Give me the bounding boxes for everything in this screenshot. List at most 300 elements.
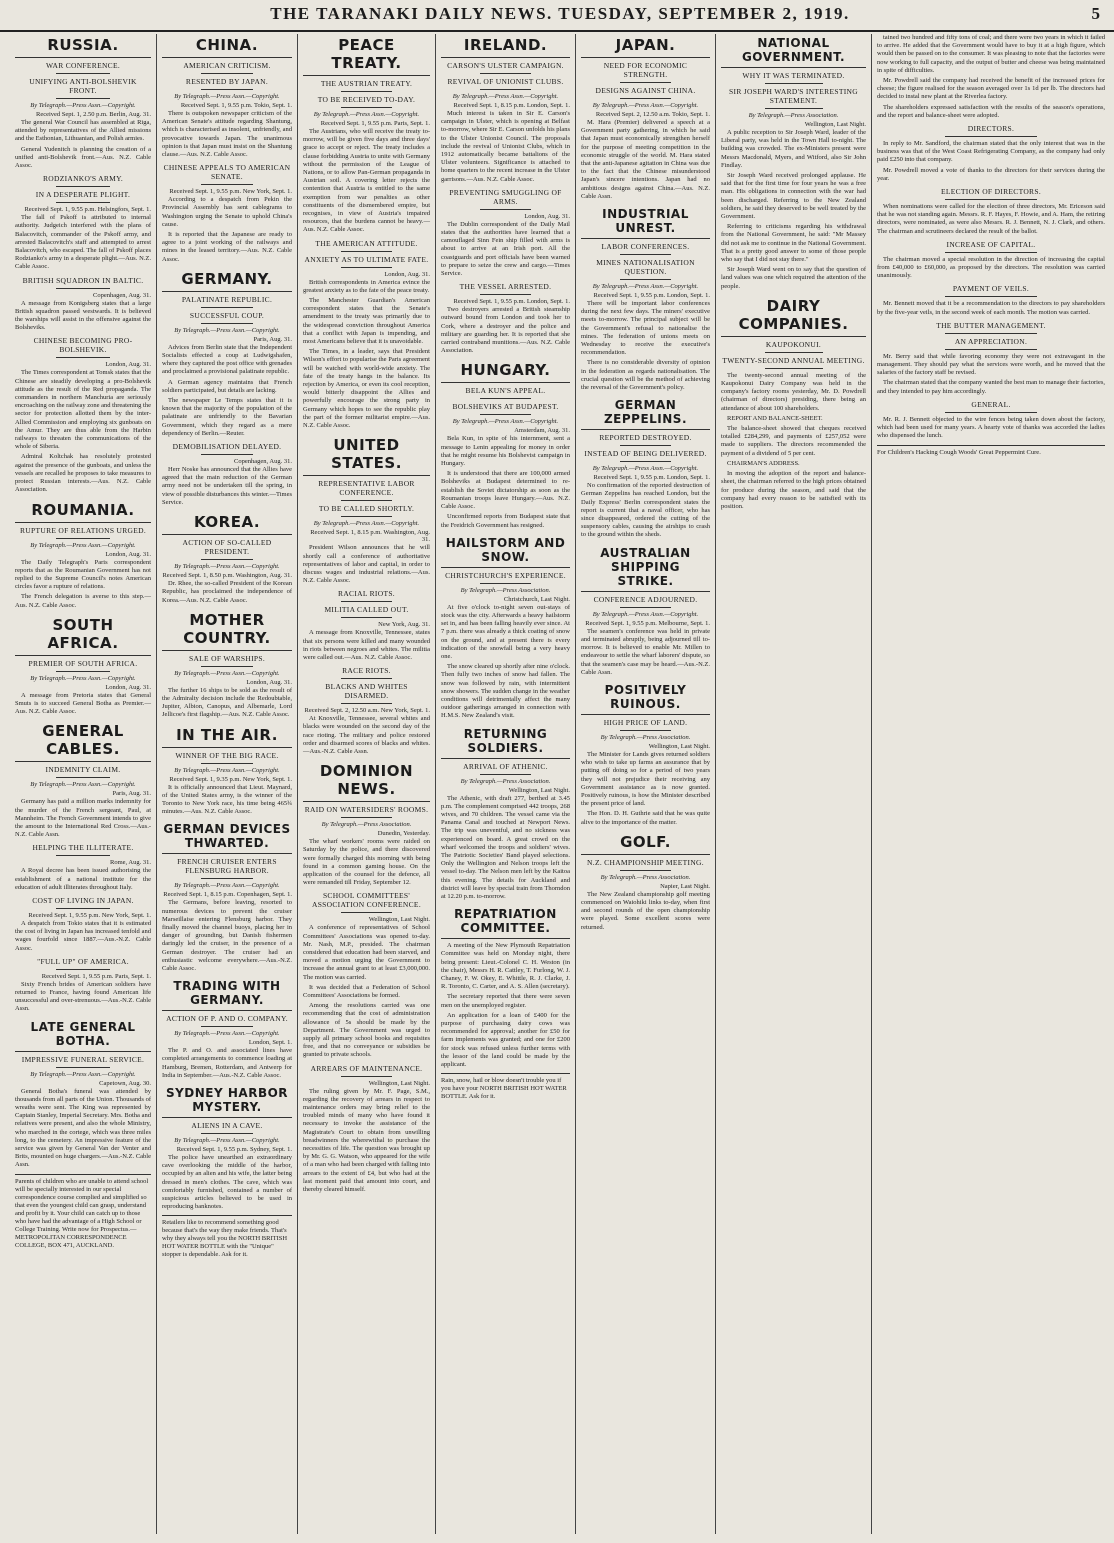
article-dateline: Received Sept. 1, 9.55 p.m. Tokio, Sept. 1. — [180, 102, 292, 109]
advertisement — [15, 1174, 151, 1250]
article-paragraph: Mr. Powdrell moved a vote of thanks to the directors for their services during the year. — [877, 166, 1105, 182]
column-2 — [157, 34, 298, 1534]
article-paragraph: At five o'clock to-night seven out-stays of stock was the city. Afterwards a heavy hailstorm set in, and has been falling heavily ever since. At 7 p.m. there was already a thick coating of snow on the ground, and at present there is every indication of the snowfall being a very heavy one. — [441, 603, 570, 660]
article-paragraph: A Royal decree has been issued authorising the establishment of a national institute for the education of adult illiterates throughout Italy. — [15, 867, 151, 891]
heading-rule — [56, 855, 110, 856]
article-paragraph: The snow cleared up shortly after nine o'clock. Then fully two inches of snow had fallen. The snow was followed by rain, with intermittent snow showers. The sudden change in the weather conditions will detrimentally affect the many outdoor gatherings arranged in connection with H.M.S. New Zealand's visit. — [441, 663, 570, 720]
article-paragraph: The French delegation is averse to this step.—Aus. N.Z. Cable Assoc. — [15, 593, 151, 609]
article-paragraph: An application for a loan of £400 for the purpose of purchasing dairy cows was recommended for approval; another for £50 for farm implements was granted; and one for £200 for stock was refused unless further terms with the lessor of the land could be made by the applicant. — [441, 1011, 570, 1069]
article-paragraph: It is officially announced that Lieut. Maynard, of the United States army, is the winner of the Toronto to New York race, his time being 465¾ minutes.—Aus. N.Z. Cable Assoc. — [162, 783, 292, 816]
article — [15, 843, 151, 892]
article — [303, 589, 430, 662]
article — [162, 977, 292, 1080]
article-paragraph: The Daily Telegraph's Paris correspondent reports that as the Roumanian Government has not replied to the Supreme Council's notes American circles favor a rupture of relations. — [15, 558, 151, 591]
heading-rule — [945, 252, 1036, 253]
article — [303, 760, 430, 887]
article-paragraph: The Athenic, with draft 277, berthed at 3.45 p.m. The complement comprised 442 troops, 268 wives, and 70 children. The vessel came via the Panama Canal and touched at Newport News. The trip was uneventful, and no sickness was experienced on board. A great crowd on the wharf welcomed the troops and soldiers' wives. The Patriotic Societies' Band played selections. Only the Wellington and Nelson troops left the vessel to-day. The Nelson men left by the Kaitoa this evening. The details for Auckland and district will leave by special train from Thorndon at 12.20 p.m. to-morrow. — [441, 794, 570, 900]
heading-rule — [56, 671, 110, 672]
heading-rule — [620, 461, 672, 462]
article-dateline: Received Sept. 1, 9.55 p.m. Helsingfors, Sept. 1. — [24, 206, 151, 214]
heading-rule — [945, 136, 1036, 137]
article-subheading: FRENCH CRUISER ENTERS FLENSBURG HARBOR. — [177, 857, 277, 876]
article-byline: By Telegraph.—Press Assn.—Copyright. — [592, 610, 699, 618]
article-subheading: LABOR CONFERENCES. — [601, 242, 690, 252]
heading-rule — [341, 1076, 392, 1077]
article-paragraph: A meeting of the New Plymouth Repatriation Committee was held on Monday night, there being present: Lieut.-Colonel C. H. Weston (in the chair), Messrs H. R. Cattley, T. Furlong, W. J. Chaney, F. W. Okey, E. Whittle, R. J. Clarke, J. R. Toronto, C. Carter, and A. S. Allen (secretary). — [441, 942, 570, 991]
advertisement-text: For Children's Hacking Cough Woods' Great Peppermint Cure. — [877, 448, 1041, 456]
heading-rule — [480, 774, 532, 775]
article-headline: AUSTRALIAN SHIPPING STRIKE. — [581, 544, 710, 592]
article-subheading: TO BE CALLED SHORTLY. — [318, 504, 415, 514]
article — [15, 34, 151, 170]
article-byline: By Telegraph.—Press Association. — [600, 873, 691, 881]
heading-rule — [56, 288, 110, 289]
article-subheading: PALATINATE REPUBLIC. — [181, 294, 273, 304]
article-headline: GERMANY. — [162, 268, 292, 292]
article-paragraph: Mr. R. J. Bennett objected to the wire fences being taken down about the factory, which had been used for many years. A hearty vote of thanks was accorded the ladies who dispensed the lunch. — [877, 415, 1105, 440]
article-headline: INDUSTRIAL UNREST. — [581, 205, 710, 239]
article-dateline: Received Sept. 2, 12.50 a.m. New York, Sept. 1. — [304, 707, 430, 715]
article — [162, 34, 292, 159]
article-dateline: Received Sept. 1, 9.55 p.m. Paris, Sept. 1. — [41, 972, 151, 980]
article-subheading: SCHOOL COMMITTEES' ASSOCIATION CONFERENCE. — [312, 891, 421, 910]
article-subheading: ACTION OF SO-CALLED PRESIDENT. — [182, 538, 272, 557]
article-subheading: PREMIER OF SOUTH AFRICA. — [28, 658, 138, 668]
article-headline: KOREA. — [162, 511, 292, 535]
article-paragraph: A public reception to Sir Joseph Ward, leader of the Liberal party, was held in the Town Hall to-night. The building was crowded. The ex-Ministers present were Messrs Macdonald, Myers, and Witford, also Sir John Findlay. — [721, 129, 866, 169]
article-headline: DOMINION NEWS. — [303, 760, 430, 802]
heading-rule — [56, 357, 110, 358]
heading-rule — [765, 108, 823, 109]
article-dateline: Received Sept. 2, 12.50 a.m. Tokio, Sept. 1. — [595, 111, 710, 118]
article-paragraph: The balance-sheet showed that cheques received totalled £284,299, and payments of £257,052 were made to suppliers. The directors recommended the payment of a dividend of 5 per cent. — [721, 425, 866, 457]
article-dateline: Received Sept. 1, 9.55 p.m. New York, Sept. 1. — [169, 188, 292, 196]
article-headline: GERMAN DEVICES THWARTED. — [162, 820, 292, 854]
heading-rule — [56, 98, 110, 99]
heading-rule — [480, 73, 532, 74]
article — [303, 1064, 430, 1195]
advertisement-text: Retailers like to recommend something good because that's the way they make friends. That's why they always tell you the NORTH BRITISH HOT WATER BOTTLE with the "Unique" stopper is dependable. Ask for it. — [162, 1219, 288, 1259]
heading-rule — [201, 89, 253, 90]
article-paragraph: Sir Joseph Ward went on to say that the question of land values was one which required the attention of the people. — [721, 266, 866, 290]
article-byline: By Telegraph.—Press Assn.—Copyright. — [174, 326, 280, 334]
article-paragraph: The Times, in a leader, says that President Wilson's effort to popularise the Paris agreement will be watched with world-wide anxiety. The fate of the treaty hangs in the balance. Its rejection by America, or even its cool reception, would bitterly disappoint the Allies and powerfully encourage the strong party in Germany which hopes to see the republic play the part of the former militarist empire.—Aus. N.Z. Cable Assoc. — [303, 348, 430, 430]
article-subheading: HELPING THE ILLITERATE. — [32, 843, 134, 853]
heading-rule — [341, 500, 392, 501]
article-paragraph: M. Hara (Premier) delivered a speech at a Government party gathering, in which he said that Japan must economically strengthen herself for the purpose of meeting competition in the economic struggle of the world. M. Hara stated that the anti-Japanese agitation in China was due to the fact that the Chinese misunderstood Japan's sincere intentions. Japan had no ambitious designs against China.—Aus. N.Z. Cable Assn. — [581, 119, 710, 200]
article-paragraph: Bela Kun, in spite of his internment, sent a message to Lenin appealing for money in order that he might resume his Bolshevist campaign in Hungary. — [441, 435, 570, 468]
article-dateline: Received Sept. 1, 9.55 p.m. London, Sept. 1. — [453, 298, 570, 306]
article-subheading: DEMOBILISATION DELAYED. — [172, 442, 282, 452]
article-paragraph: A despatch from Tokio states that it is estimated the cost of living in Japan has increased tenfold and wages fourfold since 1887.—Aus.-N.Z. Cable Assoc. — [15, 919, 151, 952]
article — [581, 34, 710, 201]
article — [162, 268, 292, 438]
article-dateline: Received Sept. 1, 9.35 p.m. New York, Sept. 1. — [169, 775, 292, 783]
article-subheading: TO BE RECEIVED TO-DAY. — [317, 95, 416, 104]
article-dateline: Received Sept. 1, 9.55 p.m. New York, Sept. 1. — [28, 911, 151, 919]
article-dateline: London, Aug. 31. — [105, 683, 151, 691]
article-subheading: KAUPOKONUI. — [765, 339, 822, 349]
article-subheading: WHY IT WAS TERMINATED. — [742, 71, 845, 80]
article — [15, 499, 151, 610]
article-paragraph: Among the resolutions carried was one recommending that the cost of administration allowance of 5s should be made by the Department. The Government was urged to supply all primary school books and requisites free, and that no conveyance or subsidies be granted to private schools. — [303, 1002, 430, 1059]
article — [721, 34, 866, 291]
article-paragraph: The Minister for Lands gives returned soldiers who wish to take up farms an assurance that by putting off doing so for a period of two years they will not prejudice their receiving any Government assistance as is now granted. Positively ruinous, is how the Minister described the present price of land. — [581, 750, 710, 808]
heading-rule — [480, 414, 532, 415]
article — [303, 891, 430, 1059]
heading-rule — [341, 516, 392, 517]
article-headline: UNITED STATES. — [303, 434, 430, 476]
heading-rule — [341, 912, 392, 913]
article-byline: By Telegraph.—Press Assn.—Copyright. — [313, 111, 420, 118]
article-subheading: RODZIANKO'S ARMY. — [42, 174, 124, 184]
heading-rule — [945, 412, 1036, 413]
article — [15, 957, 151, 1014]
article — [15, 614, 151, 717]
heading-rule — [765, 352, 823, 353]
article-paragraph: The general War Council has assembled at Riga, attended by representatives of the Allied missions and the Esthonian, Lithuanian, and Polish armies. — [15, 119, 151, 143]
heading-rule — [480, 294, 532, 295]
heading-rule — [201, 323, 253, 324]
article-dateline: Copenhagen, Aug. 31. — [234, 458, 292, 466]
article-subheading: SIR JOSEPH WARD'S INTERESTING STATEMENT. — [729, 87, 858, 105]
article-byline: By Telegraph.—Press Assn.—Copyright. — [313, 520, 420, 528]
article-subheading: IMPRESSIVE FUNERAL SERVICE. — [21, 1054, 145, 1064]
article-paragraph: Advices from Berlin state that the Independent Socialists effected a coup at Ludwigshafen, where they captured the post office with grenades and proclaimed a provisional palatinate republic. — [162, 343, 292, 376]
article — [581, 396, 710, 539]
article — [441, 905, 570, 1069]
article-headline: CHINA. — [162, 34, 292, 58]
article-paragraph: The fall of Pskoff is attributed to internal authority. Judgeich interfered with the plans of Balacovitch, commander of the Pskoff army, and arrested Balacovitch's staff and attempted to arrest Balacovitch, who escaped. The fall of Pskoff places Rodzianko's army in a desperate plight.—Aus. N.Z. Cable Assoc. — [15, 214, 151, 271]
heading-rule — [56, 186, 110, 187]
article-subheading: MILITIA CALLED OUT. — [324, 605, 409, 615]
article-byline: By Telegraph.—Press Assn.—Copyright. — [30, 781, 136, 789]
article-subheading: BLACKS AND WHITES DISARMED. — [325, 682, 408, 701]
article-byline: By Telegraph.—Press Assn.—Copyright. — [174, 766, 280, 774]
article — [303, 666, 430, 756]
article-headline: GERMAN ZEPPELINS. — [581, 396, 710, 430]
article-byline: By Telegraph.—Press Association. — [460, 586, 551, 594]
heading-rule — [620, 254, 672, 255]
article-dateline: Received Sept. 1, 2.50 p.m. Berlin, Aug. 31. — [35, 111, 151, 118]
column-5 — [576, 34, 716, 1534]
article-paragraph: The twenty-second annual meeting of the Kaupokonui Dairy Company was held in the company's factory rooms yesterday, Mr. D. Powdrell (chairman of directors) presiding, there being an attendance of about 100 shareholders. — [721, 371, 866, 412]
article-subheading: BRITISH SQUADRON IN BALTIC. — [22, 275, 144, 285]
article-subheading: INCREASE OF CAPITAL. — [946, 239, 1036, 249]
article — [162, 820, 292, 973]
article-paragraph: tained two hundred and fifty tons of coal; and there were two years in which it failed to arrive. He added that the Government would have to buy it at a high figure, which would then be passed on to the consumer. It was pleasing to note that the factories were now working to full capacity, and the output of butter and cheese was being maintained in spite of difficulties. — [877, 34, 1105, 74]
heading-rule — [201, 1026, 253, 1027]
article-paragraph: Mr. Bennett moved that it be a recommendation to the directors to pay shareholders by the five-year veils, in the second week of each month. The motion was carried. — [877, 300, 1105, 316]
article-paragraph: Mr. Berry said that while favoring economy they were not extravagant in the management. They should pay what the services were worth, and he moved that the salaries of the factory staff be revised. — [877, 352, 1105, 377]
article-paragraph: The Dublin correspondent of the Daily Mail states that the authorities have learned that a camouflaged Sinn Fein ship filled with arms is about to arrive at an Irish port. All the coastguards and port officials have been warned to prepare to seize the crew and cargo.—Times Service. — [441, 220, 570, 278]
article-byline: By Telegraph.—Press Assn.—Copyright. — [452, 93, 559, 100]
article-paragraph: A message from Knoxville, Tennessee, states that six persons were killed and many wounded in riots between negroes and whites. The militia were called out.—Aus. N.Z. Cable Assoc. — [303, 629, 430, 661]
heading-rule — [56, 202, 110, 203]
column-7 — [872, 34, 1110, 1534]
article-headline: REPATRIATION COMMITTEE. — [441, 905, 570, 939]
article — [441, 282, 570, 355]
article-byline: By Telegraph.—Press Assn.—Copyright. — [174, 882, 280, 890]
article-subheading: AN APPRECIATION. — [954, 336, 1028, 346]
article-paragraph: Mr. Powdrell said the company had received the benefit of the increased prices for cheese; the figure realised for the season averaged over 1s 1d per lb. The directors had decided to instal new plant at the Riverlea factory. — [877, 77, 1105, 101]
article-byline: By Telegraph.—Press Assn.—Copyright. — [30, 541, 136, 549]
article-subheading: THE AUSTRIAN TREATY. — [320, 79, 413, 88]
article-headline: DAIRY COMPANIES. — [721, 295, 866, 337]
article-subheading: WINNER OF THE BIG RACE. — [175, 750, 279, 760]
article — [441, 34, 570, 184]
article-dateline: London, Aug. 31. — [384, 270, 430, 278]
article-byline: By Telegraph.—Press Association. — [460, 777, 551, 785]
article-subheading: MINES NATIONALISATION QUESTION. — [596, 258, 695, 277]
article-dateline: Received Sept. 1, 9.55 p.m. London, Sept. 1. — [593, 292, 710, 300]
article-dateline: Christchurch, Last Night. — [503, 595, 570, 603]
heading-rule — [945, 349, 1036, 350]
article-headline: JAPAN. — [581, 34, 710, 58]
article-paragraph: The Manchester Guardian's American correspondent states that the Senate's amendment to the treaty was primarily due to the widespread conviction throughout America that a conflict with Japan is impending, and most Americans believe that it is unavoidable. — [303, 297, 430, 346]
article-dateline: Wellington, Last Night. — [804, 121, 866, 128]
article-headline: HAILSTORM AND SNOW. — [441, 534, 570, 568]
advertisement-text: Rain, snow, hail or blow doesn't trouble you if you have your NORTH BRITISH HOT WATER BOTTLE. Ask for it. — [441, 1077, 567, 1101]
article-paragraph: Unconfirmed reports from Budapest state that the Freidrich Government has resigned. — [441, 513, 570, 529]
article-paragraph: The Austrians, who will receive the treaty to-morrow, will be given five days and three days' grace to accept or reject. The treaty includes a clause forbidding Austria to unite with Germany without the permission of the League of Nations, or to allow Pan-German propaganda in Austrian soil. A covering letter rejects the contention that Austria is entitled to the same exemption from war penalties as other constituents of the dismembered empire, but recognises, in view of Austria's impaired resources, that the burdens cannot be heavy.—Aus. N.Z. Cable Assoc. — [303, 128, 430, 234]
article-headline: ROUMANIA. — [15, 499, 151, 523]
article-dateline: Received Sept. 1, 8.50 p.m. Washington, Aug. 31. — [162, 572, 292, 580]
article-subheading: REPORTED DESTROYED. — [599, 433, 692, 443]
heading-rule — [341, 678, 392, 679]
article-paragraph: The Germans, before leaving, resorted to numerous devices to prevent the cruiser Marseillaise entering Flensburg harbor. They finally moved the channel buoys, placing her in danger of grounding, but Danish fishermen daringly led the cruiser, in the presence of a German destroyer. The cruiser had an enthusiastic welcome everywhere.—Aus.-N.Z. Cable Assoc. — [162, 899, 292, 972]
article-dateline: Paris, Aug. 31. — [253, 335, 292, 343]
heading-rule — [765, 83, 823, 84]
article-dateline: Wellington, Last Night. — [648, 742, 710, 750]
column-1 — [10, 34, 157, 1534]
article-paragraph: The further 16 ships to be sold as the result of the Admiralty decision include the Redoubtable, Jupiter, Albion, Canopus, and Albemarle, Lord Jellicoe's first flagship.—Aus. N.Z. Cable Assoc. — [162, 686, 292, 719]
article-subheading: THE BUTTER MANAGEMENT. — [936, 320, 1046, 330]
article-subheading: CHRISTCHURCH'S EXPERIENCE. — [445, 570, 566, 580]
article-subheading: N.Z. CHAMPIONSHIP MEETING. — [587, 857, 704, 867]
article-paragraph: It was decided that a Federation of School Committees' Associations be formed. — [303, 983, 430, 999]
article-dateline: New York, Aug. 31. — [378, 621, 430, 629]
article-paragraph: In moving the adoption of the report and balance-sheet, the chairman referred to the high prices obtained for produce during the season, and said that the company had every reason to be satisfied with its position. — [721, 470, 866, 510]
article-subheading: THE VESSEL ARRESTED. — [459, 282, 552, 292]
article-byline: By Telegraph.—Press Assn.—Copyright. — [30, 102, 136, 109]
heading-rule — [480, 583, 532, 584]
article-dateline: Amsterdam, Aug. 31. — [514, 427, 570, 435]
article-paragraph: Sixty French brides of American soldiers have returned to France, having found American life unsuccessful and over-strenuous.—Aus.-N.Z. Cable Assn. — [15, 980, 151, 1013]
article-subheading: ELECTION OF DIRECTORS. — [940, 187, 1041, 197]
article-headline: IN THE AIR. — [162, 724, 292, 748]
article-paragraph: REPORT AND BALANCE-SHEET. — [727, 414, 823, 422]
article-headline: PEACE TREATY. — [303, 34, 430, 76]
column-4 — [436, 34, 576, 1534]
article-byline: By Telegraph.—Press Assn.—Copyright. — [592, 102, 699, 109]
article-paragraph: In reply to Mr. Sandford, the chairman stated that the only interest that was in the business was that of the West Coast Refrigerating Company, as the company had only paid £250 into that company. — [877, 140, 1105, 164]
article-subheading: SUCCESSFUL COUP. — [189, 310, 265, 320]
article-byline: By Telegraph.—Press Association. — [321, 821, 412, 829]
article-paragraph: There is no considerable diversity of opinion in the federation as regards nationalisation. The crucial question will be the method of achieving the reversal of the Government's policy. — [581, 359, 710, 392]
heading-rule — [341, 817, 392, 818]
article — [303, 239, 430, 431]
article — [162, 1084, 292, 1211]
article-byline: By Telegraph.—Press Association. — [748, 112, 839, 119]
article-paragraph: A message from Konigsberg states that a large British squadron passed westwards. It is believed the warships will assist in the offensive against the Bolsheviks. — [15, 299, 151, 332]
article-paragraph: A conference of representatives of School Committees' Associations was opened to-day. Mr. Nash, M.P., presided. The chairman considered that education had been starved, and moved a motion urging the Government to increase the annual grant to at least £3,000,000. The motion was carried. — [303, 924, 430, 981]
article-paragraph: General Botha's funeral was attended by thousands from all parts of the Union. Thousands of wreaths were sent. The King was represented by Captain Stanley, Imperial Secretary. Mrs. Botha and relatives were present, and also the whole Ministry, who marched in the cortege, which was three miles long, to the cemetery. An impressive feature of the service was given by General Van der Venter and Brits, mounted on huge chargers.—Aus.-N.Z. Cable Assn. — [15, 1087, 151, 1169]
heading-rule — [201, 559, 253, 560]
article-paragraph: The Hon. D. H. Guthrie said that he was quite alive to the importance of the matter. — [581, 810, 710, 826]
article-byline: By Telegraph.—Press Assn.—Copyright. — [30, 1070, 136, 1078]
heading-rule — [620, 607, 672, 608]
article — [877, 240, 1105, 281]
article-subheading: DESIGNS AGAINST CHINA. — [595, 86, 696, 95]
article-paragraph: It is understood that there are 100,000 armed Bolsheviks at Budapest determined to re-establish the Soviet dictatorship as soon as the Roumanian troops leave Hungary.—Aus. N.Z. Cable Assoc. — [441, 470, 570, 511]
heading-rule — [480, 398, 532, 399]
article-paragraph: The police have unearthed an extraordinary cave overlooking the middle of the harbor, occupied by an alien and his wife, the latter being dressed in men's clothes. The cave, which was comfortably furnished, contained a number of suspicious articles believed to be used in reproducing banknotes. — [162, 1153, 292, 1211]
article — [303, 34, 430, 235]
heading-rule — [765, 368, 823, 369]
article-paragraph: A message from Pretoria states that General Smuts is to succeed General Botha as Premier.—Aus. N.Z. Cable Assoc. — [15, 691, 151, 716]
article-subheading: RUPTURE OF RELATIONS URGED. — [19, 525, 147, 535]
article-byline: By Telegraph.—Press Assn.—Copyright. — [452, 418, 559, 426]
article — [441, 725, 570, 902]
article-subheading: UNIFYING ANTI-BOLSHEVIK FRONT. — [29, 77, 137, 95]
article-paragraph: Much interest is taken in Sir E. Carson's campaign in Ulster, which is opening at Belfast to-morrow, where Sir E. Carson unfolds his plans to the Ulster Unionist Council. The proposals include the revival of Unionist Clubs, which in 1912 automatically became battalions of the Ulster volunteers. Significance is attached to home quarters to the recent increase in the Ulster garrisons.—Aus. N.Z. Cable Assoc. — [441, 110, 570, 183]
article-byline: By Telegraph.—Press Assn.—Copyright. — [174, 669, 280, 677]
article — [303, 434, 430, 585]
article-dateline: Wellington, Last Night. — [508, 786, 570, 794]
article-subheading: WAR CONFERENCE. — [45, 61, 121, 70]
article-subheading: THE AMERICAN ATTITUDE. — [315, 238, 418, 248]
article-paragraph: The Times correspondent at Tomsk states that the Chinese are steadily developing a pro-Bolshevik attitude as the result of the Red propaganda. The commanders in northern Manchuria are seriously encroaching on the railway zone and threatening the sector for protection allotted them by the inter-Allied Commission and employing six gunboats on the Amur. They are thus able from the Harbin railways to threaten the communications of the whole of Siberia. — [15, 369, 151, 451]
article-subheading: ALIENS IN A CAVE. — [191, 1120, 263, 1130]
heading-rule — [201, 878, 253, 879]
heading-rule — [480, 89, 532, 90]
article — [162, 724, 292, 817]
heading-rule — [945, 199, 1036, 200]
article-subheading: PAYMENT OF VEILS. — [952, 284, 1030, 294]
article-byline: By Telegraph.—Press Assn.—Copyright. — [174, 1030, 280, 1038]
article — [162, 442, 292, 507]
article-dateline: Received Sept. 1, 8.15 p.m. London, Sept. 1. — [453, 102, 570, 109]
article-dateline: Received Sept. 1, 8.15 p.m. Washington, Aug. 31. — [310, 529, 430, 544]
article-paragraph: There is outspoken newspaper criticism of the American Senate's attitude regarding Shantung, which is characterised as insolent, unfriendly, and provocative towards Japan. The unanimous opinion is that Japan must insist on the Shantung clause.—Aus. N.Z. Cable Assoc. — [162, 110, 292, 159]
article-subheading: ARRIVAL OF ATHENIC. — [463, 761, 548, 771]
advertisement-text: Parents of children who are unable to attend school will be specially interested in our special correspondence course complied and simplified so that even the youngest child can grasp, understand and profit by it. Your child can catch up to those who have had the advantage of a High School or College Training. Write now for Prospectus.—METROPOLITAN CORRESPONDENCE COLLEGE, BOX 471, AUCKLAND. — [15, 1177, 149, 1249]
article-dateline: London, Aug. 31. — [105, 361, 151, 369]
article-paragraph: According to a despatch from Pekin the Provincial Assembly has sent cablegrams to Washington urging the Senate to uphold China's cause. — [162, 196, 292, 228]
heading-rule — [341, 91, 392, 92]
newspaper-title: THE TARANAKI DAILY NEWS. TUESDAY, SEPTEMBER 2, 1919. — [270, 4, 850, 23]
heading-rule — [620, 279, 672, 280]
heading-rule — [201, 1133, 253, 1134]
advertisement — [877, 445, 1105, 457]
article-headline: HUNGARY. — [441, 359, 570, 383]
masthead — [0, 0, 1114, 32]
article-dateline: Napier, Last Night. — [660, 882, 710, 890]
heading-rule — [620, 445, 672, 446]
heading-rule — [945, 333, 1036, 334]
heading-rule — [201, 73, 253, 74]
article-subheading: "FULL UP" OF AMERICA. — [37, 956, 129, 966]
heading-rule — [341, 267, 392, 268]
columns-container — [10, 34, 1110, 1534]
article — [581, 544, 710, 677]
heading-rule — [620, 870, 672, 871]
heading-rule — [945, 296, 1036, 297]
article-headline: RUSSIA. — [15, 34, 151, 58]
article-subheading: BELA KUN'S APPEAL. — [465, 386, 546, 396]
article-subheading: AMERICAN CRITICISM. — [183, 61, 271, 70]
article-paragraph: When nominations were called for the election of three directors, Mr. Ericeson said that he was not standing again. Messrs. R. F. Hayes, F. Howie, and A. Ham, the retiring directors, were nominated, as were also Messrs. R. J. Bennett, N. J. Clark, and others. The chairman and scrutineers declared the result of the ballot. — [877, 203, 1105, 235]
article-paragraph: Referring to criticisms regarding his withdrawal from the National Government, he said: "Mr Massey did not ask me to continue in the National Government. That is a pretty good answer to some of those people who say that I did not stay there." — [721, 223, 866, 264]
heading-rule — [341, 703, 392, 704]
article-headline: TRADING WITH GERMANY. — [162, 977, 292, 1011]
article — [877, 34, 1105, 120]
article — [441, 534, 570, 721]
article-subheading: RESENTED BY JAPAN. — [185, 77, 269, 86]
column-3 — [298, 34, 436, 1534]
article-subheading: DIRECTORS. — [967, 124, 1015, 134]
article — [162, 163, 292, 264]
article-paragraph: The New Zealand championship golf meeting commenced on Waiohiki links to-day, when first and second rounds of the open championship were played. Some excellent scores were returned. — [581, 890, 710, 931]
article-paragraph: At Knoxville, Tennessee, several whites and blacks were wounded on the second day of the race rioting. The military and police restored order and disarmed scores of blacks and whites.—Aus.-N.Z. Cable Assn. — [303, 715, 430, 755]
article-dateline: Received Sept. 1, 9.55 p.m. Sydney, Sept. 1. — [176, 1145, 292, 1153]
article-subheading: BOLSHEVIKS AT BUDAPEST. — [452, 402, 559, 412]
article-subheading: ACTION OF P. AND O. COMPANY. — [166, 1014, 288, 1024]
article — [877, 187, 1105, 236]
page-number: 5 — [1091, 4, 1100, 23]
heading-rule — [201, 454, 253, 455]
article-paragraph: The wharf workers' rooms were raided on Saturday by the police, and there discovered were formally charged this morning with being found in a common gaming house. On the application of the counsel for the defence, all were remanded till Friday, September 12. — [303, 838, 430, 887]
article-subheading: TWENTY-SECOND ANNUAL MEETING. — [722, 355, 865, 365]
article-paragraph: General Yudenitch is planning the creation of a unified anti-Bolshevik front.—Aus. N.Z. Cable Assoc. — [15, 145, 151, 170]
article-dateline: Dunedin, Yesterday. — [377, 830, 430, 838]
article — [441, 188, 570, 278]
article-paragraph: Germany has paid a million marks indemnity for the murder of the French sergeant, Paul, at Mannheim. The French Government intends to give the amount to the International Red Cross.—Aus.-N.Z. Cable Assn. — [15, 798, 151, 839]
article-dateline: Received Sept. 1, 9.55 p.m. Melbourne, Sept. 1. — [585, 619, 710, 627]
article-subheading: CHINESE BECOMING PRO-BOLSHEVIK. — [33, 336, 133, 355]
article-dateline: Wellington, Last Night. — [368, 916, 430, 924]
article-paragraph: The shareholders expressed satisfaction with the results of the season's operations, and the report and balance-sheet were adopted. — [877, 103, 1105, 119]
article-paragraph: The chairman moved a special resolution in the direction of increasing the capital from £40,000 to £60,000, as proposed by the directors. The resolution was carried unanimously. — [877, 255, 1105, 280]
article-subheading: CARSON'S ULSTER CAMPAIGN. — [447, 61, 564, 70]
article-byline: By Telegraph.—Press Assn.—Copyright. — [592, 465, 699, 473]
article-dateline: Received Sept. 1, 9.55 p.m. London, Sept. 1. — [593, 474, 710, 482]
article-paragraph: CHAIRMAN'S ADDRESS. — [727, 459, 800, 467]
article-subheading: REPRESENTATIVE LABOR CONFERENCE. — [318, 479, 415, 498]
heading-rule — [201, 666, 253, 667]
article-paragraph: The seamen's conference was held in private and terminated abruptly, being adjourned till to-morrow. It is believed to enable Mr. Millen to endeavour to settle the wharf laborers' dispute, so that the seamen's case may be heard.—Aus.-N.Z. Cable Assn. — [581, 627, 710, 676]
article-headline: POSITIVELY RUINOUS. — [581, 681, 710, 715]
heading-rule — [480, 209, 532, 210]
article-paragraph: The ruling given by Mr. F. Page, S.M., regarding the recovery of arrears in respect to maintenance orders may bring relief to the troubled minds of many who have found it necessary to invoke the assistance of the Magistrate's Court to obtain from unwilling breadwinners the wherewithal to purchase the necessities of life. The question was brought up by Mr. G. G. Watson, who appeared for the wife of a man who had been charged with falling into arrears to the extent of £4, but who had at the last moment paid that amount into court, and thereby cleared himself. — [303, 1087, 430, 1194]
heading-rule — [341, 251, 392, 252]
article — [15, 1018, 151, 1170]
article — [877, 124, 1105, 183]
advertisement — [441, 1073, 570, 1101]
article-subheading: INSTEAD OF BEING DELIVERED. — [584, 449, 707, 459]
heading-rule — [341, 107, 392, 108]
heading-rule — [620, 730, 672, 731]
article-headline: GENERAL CABLES. — [15, 720, 151, 762]
article — [15, 896, 151, 953]
article-paragraph: British correspondents in America evince the greatest anxiety as to the fate of the peace treaty. — [303, 278, 430, 294]
heading-rule — [201, 307, 253, 308]
article-subheading: CONFERENCE ADJOURNED. — [593, 594, 698, 604]
article — [877, 284, 1105, 316]
article — [15, 720, 151, 839]
article-paragraph: Admiral Koltchak has resolutely protested against the presence of the gunboats, and unless the vessels are recalled he proposes to take measures to protect Russian interests.—Aus. N.Z. Cable Association. — [15, 453, 151, 494]
